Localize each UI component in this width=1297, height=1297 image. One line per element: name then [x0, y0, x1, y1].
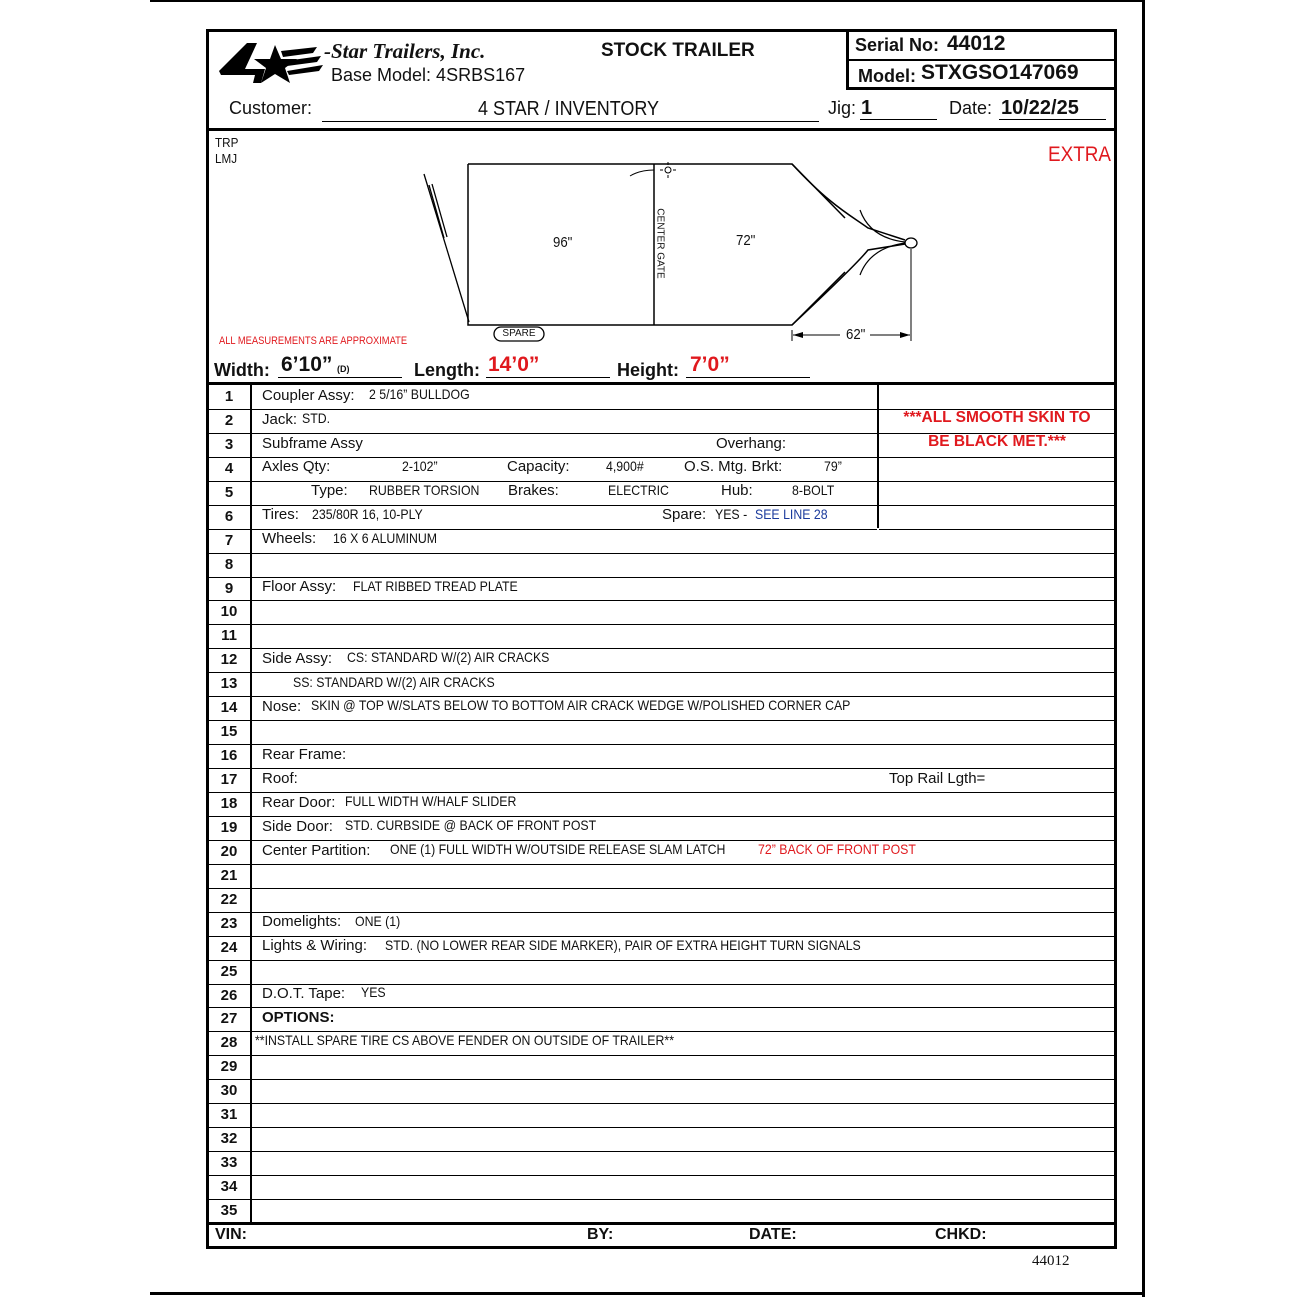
row-separator [252, 1199, 1115, 1200]
row-number: 7 [224, 532, 234, 549]
row-number: 28 [220, 1034, 238, 1051]
measurement-note: ALL MEASUREMENTS ARE APPROXIMATE [219, 335, 408, 347]
initials-1: TRP [215, 135, 239, 150]
doc-title: STOCK TRAILER [601, 40, 755, 61]
width-value: 6’10” [281, 353, 333, 376]
row-separator [252, 1007, 1115, 1008]
date-label: Date: [949, 98, 993, 118]
model-label: Model: [858, 66, 916, 86]
coupler-label: Coupler Assy: [262, 387, 355, 404]
row-number: 22 [220, 891, 238, 908]
width-underline [278, 377, 402, 378]
row-separator [252, 768, 1115, 769]
nose-label: Nose: [262, 698, 302, 715]
row-separator [252, 1079, 1115, 1080]
length-underline [486, 377, 610, 378]
jig-label: Jig: [828, 98, 857, 118]
row-number: 29 [220, 1058, 238, 1075]
capacity-value: 4,900# [606, 458, 644, 474]
row-separator [252, 1103, 1115, 1104]
row-separator [252, 888, 1115, 889]
center-gate-label: CENTER GATE [654, 208, 666, 279]
dot-tape-value: YES [361, 984, 386, 1000]
height-underline [686, 377, 810, 378]
roof-label: Roof: [262, 770, 298, 787]
width-suffix: (D) [337, 364, 350, 374]
height-label: Height: [617, 360, 679, 380]
brakes-value: ELECTRIC [608, 482, 669, 498]
top-rail-label: Top Rail Lgth= [889, 770, 986, 787]
rear-door-value: FULL WIDTH W/HALF SLIDER [345, 793, 517, 809]
row-separator [252, 672, 1115, 673]
row-number: 17 [220, 771, 238, 788]
row-separator [252, 1127, 1115, 1128]
length-value: 14’0” [488, 353, 540, 376]
wheels-value: 16 X 6 ALUMINUM [333, 530, 438, 546]
coupler-value: 2 5/16” BULLDOG [369, 386, 470, 402]
row-separator [252, 720, 1115, 721]
row-separator [252, 409, 877, 410]
row-separator [252, 553, 1115, 554]
serial-value: 44012 [947, 32, 1006, 55]
row-number: 14 [220, 699, 238, 716]
row-number: 23 [220, 915, 238, 932]
row-number: 18 [220, 795, 238, 812]
rear-door-line [424, 174, 469, 322]
page-bottom-border [150, 1292, 1145, 1295]
options-label: OPTIONS: [262, 1009, 335, 1026]
osmtg-label: O.S. Mtg. Brkt: [684, 458, 783, 475]
row-separator [252, 1175, 1115, 1176]
side-door-label: Side Door: [262, 818, 333, 835]
hub-label: Hub: [721, 482, 753, 499]
rear-frame-label: Rear Frame: [262, 746, 347, 763]
row-number: 2 [224, 412, 234, 429]
row-number: 33 [220, 1154, 238, 1171]
type-value: RUBBER TORSION [369, 482, 480, 498]
row-number: 26 [220, 987, 238, 1004]
row-number: 35 [220, 1202, 238, 1219]
company-name: -Star Trailers, Inc. [324, 39, 486, 63]
jack-value: STD. [302, 410, 331, 426]
row-separator [252, 1055, 1115, 1056]
tongue-lower [792, 244, 905, 325]
side-note-line-1: ***ALL SMOOTH SKIN TO [903, 409, 1091, 426]
row-number: 4 [224, 460, 234, 477]
osmtg-value: 79” [824, 458, 842, 474]
row-number: 9 [224, 580, 234, 597]
row-separator [252, 433, 877, 434]
number-column-divider [250, 385, 252, 1223]
length-label: Length: [414, 360, 480, 380]
drawing-divider [206, 382, 1117, 385]
coupler-shape [905, 238, 917, 248]
row-number: 32 [220, 1130, 238, 1147]
floor-label: Floor Assy: [262, 578, 337, 595]
side-assy-label: Side Assy: [262, 650, 333, 667]
spare-row-label: Spare: [662, 506, 707, 523]
rear-door-slider-2 [432, 184, 447, 237]
footer-date-label: DATE: [749, 1226, 797, 1243]
row-number: 34 [220, 1178, 238, 1195]
row-separator [252, 600, 1115, 601]
row-separator [252, 744, 1115, 745]
dim-rear-compartment: 96" [553, 234, 573, 251]
by-label: BY: [587, 1226, 614, 1243]
brakes-label: Brakes: [508, 482, 559, 499]
domelights-value: ONE (1) [355, 913, 401, 929]
domelights-label: Domelights: [262, 913, 342, 930]
tires-value: 235/80R 16, 10-PLY [312, 506, 423, 522]
dim-tongue: 62" [846, 326, 866, 343]
axles-qty: 2-102” [402, 458, 438, 474]
row-separator [252, 1151, 1115, 1152]
overhang-label: Overhang: [716, 435, 787, 452]
row-number: 31 [220, 1106, 238, 1123]
row-number: 20 [220, 843, 238, 860]
jack-label: Jack: [262, 411, 298, 428]
dim-front-compartment: 72" [736, 232, 756, 249]
page-serial: 44012 [1032, 1253, 1070, 1269]
hub-value: 8-BOLT [792, 482, 835, 498]
row-separator [252, 864, 1115, 865]
row-number: 1 [224, 388, 234, 405]
date-value: 10/22/25 [1001, 97, 1079, 119]
center-partition-value: ONE (1) FULL WIDTH W/OUTSIDE RELEASE SLAM LATCH [390, 841, 726, 857]
dot-tape-label: D.O.T. Tape: [262, 985, 346, 1002]
row-separator [252, 624, 1115, 625]
row-number: 8 [224, 556, 234, 573]
chkd-label: CHKD: [935, 1226, 987, 1243]
customer-value: 4 STAR / INVENTORY [478, 98, 660, 120]
subframe-label: Subframe Assy [262, 435, 363, 452]
row-number: 6 [224, 508, 234, 525]
row-number: 16 [220, 747, 238, 764]
floor-value: FLAT RIBBED TREAD PLATE [353, 578, 518, 594]
row-number: 21 [220, 867, 238, 884]
vin-label: VIN: [215, 1226, 247, 1243]
tires-label: Tires: [262, 506, 299, 523]
tongue-upper [792, 164, 905, 240]
side-door-value: STD. CURBSIDE @ BACK OF FRONT POST [345, 817, 597, 833]
spare-label: SPARE [502, 328, 536, 339]
initials-2: LMJ [215, 151, 238, 166]
nose-value: SKIN @ TOP W/SLATS BELOW TO BOTTOM AIR CRACK WEDGE W/POLISHED CORNER CAP [311, 697, 851, 713]
see-line-28-link[interactable]: SEE LINE 28 [755, 506, 828, 522]
jig-value: 1 [861, 97, 873, 119]
side-note-row-separator [879, 457, 1115, 458]
side-assy-cs: CS: STANDARD W/(2) AIR CRACKS [347, 649, 550, 665]
height-value: 7’0” [690, 353, 730, 376]
row-number: 5 [224, 484, 234, 501]
row-number: 25 [220, 963, 238, 980]
spare-row-value: YES - [715, 506, 748, 522]
type-label: Type: [311, 482, 348, 499]
footer-divider [206, 1222, 1117, 1225]
row-number: 15 [220, 723, 238, 740]
row-number: 12 [220, 651, 238, 668]
side-note-row-separator [879, 481, 1115, 482]
center-partition-note: 72” BACK OF FRONT POST [758, 841, 916, 857]
row-number: 10 [220, 603, 238, 620]
trailer-plan-drawing [0, 0, 1297, 400]
dome-light-icon [630, 170, 654, 176]
axles-label: Axles Qty: [262, 458, 331, 475]
option-line-28: **INSTALL SPARE TIRE CS ABOVE FENDER ON OUTSIDE OF TRAILER** [255, 1032, 674, 1048]
side-note-row-separator [879, 505, 1115, 506]
rear-door-label: Rear Door: [262, 794, 336, 811]
base-model: Base Model: 4SRBS167 [331, 65, 526, 85]
serial-label: Serial No: [855, 35, 940, 55]
width-label: Width: [214, 360, 270, 380]
customer-label: Customer: [229, 98, 313, 118]
row-number: 30 [220, 1082, 238, 1099]
capacity-label: Capacity: [507, 458, 570, 475]
row-number: 24 [220, 939, 238, 956]
row-number: 13 [220, 675, 238, 692]
row-separator [252, 960, 1115, 961]
row-number: 27 [220, 1010, 238, 1027]
side-assy-ss: SS: STANDARD W/(2) AIR CRACKS [293, 674, 495, 690]
center-partition-label: Center Partition: [262, 842, 371, 859]
lights-wiring-label: Lights & Wiring: [262, 937, 368, 954]
model-value: STXGSO147069 [921, 61, 1079, 84]
row-number: 19 [220, 819, 238, 836]
row-number: 11 [221, 627, 237, 644]
lights-wiring-value: STD. (NO LOWER REAR SIDE MARKER), PAIR OF EXTRA HEIGHT TURN SIGNALS [385, 937, 861, 953]
row-number: 3 [224, 436, 234, 453]
rear-door-slider-1 [429, 185, 444, 238]
side-note-line-2: BE BLACK MET.*** [928, 433, 1066, 450]
extra-stamp: EXTRA [1048, 143, 1112, 166]
wheels-label: Wheels: [262, 530, 317, 547]
side-note-bottom [879, 529, 1115, 530]
